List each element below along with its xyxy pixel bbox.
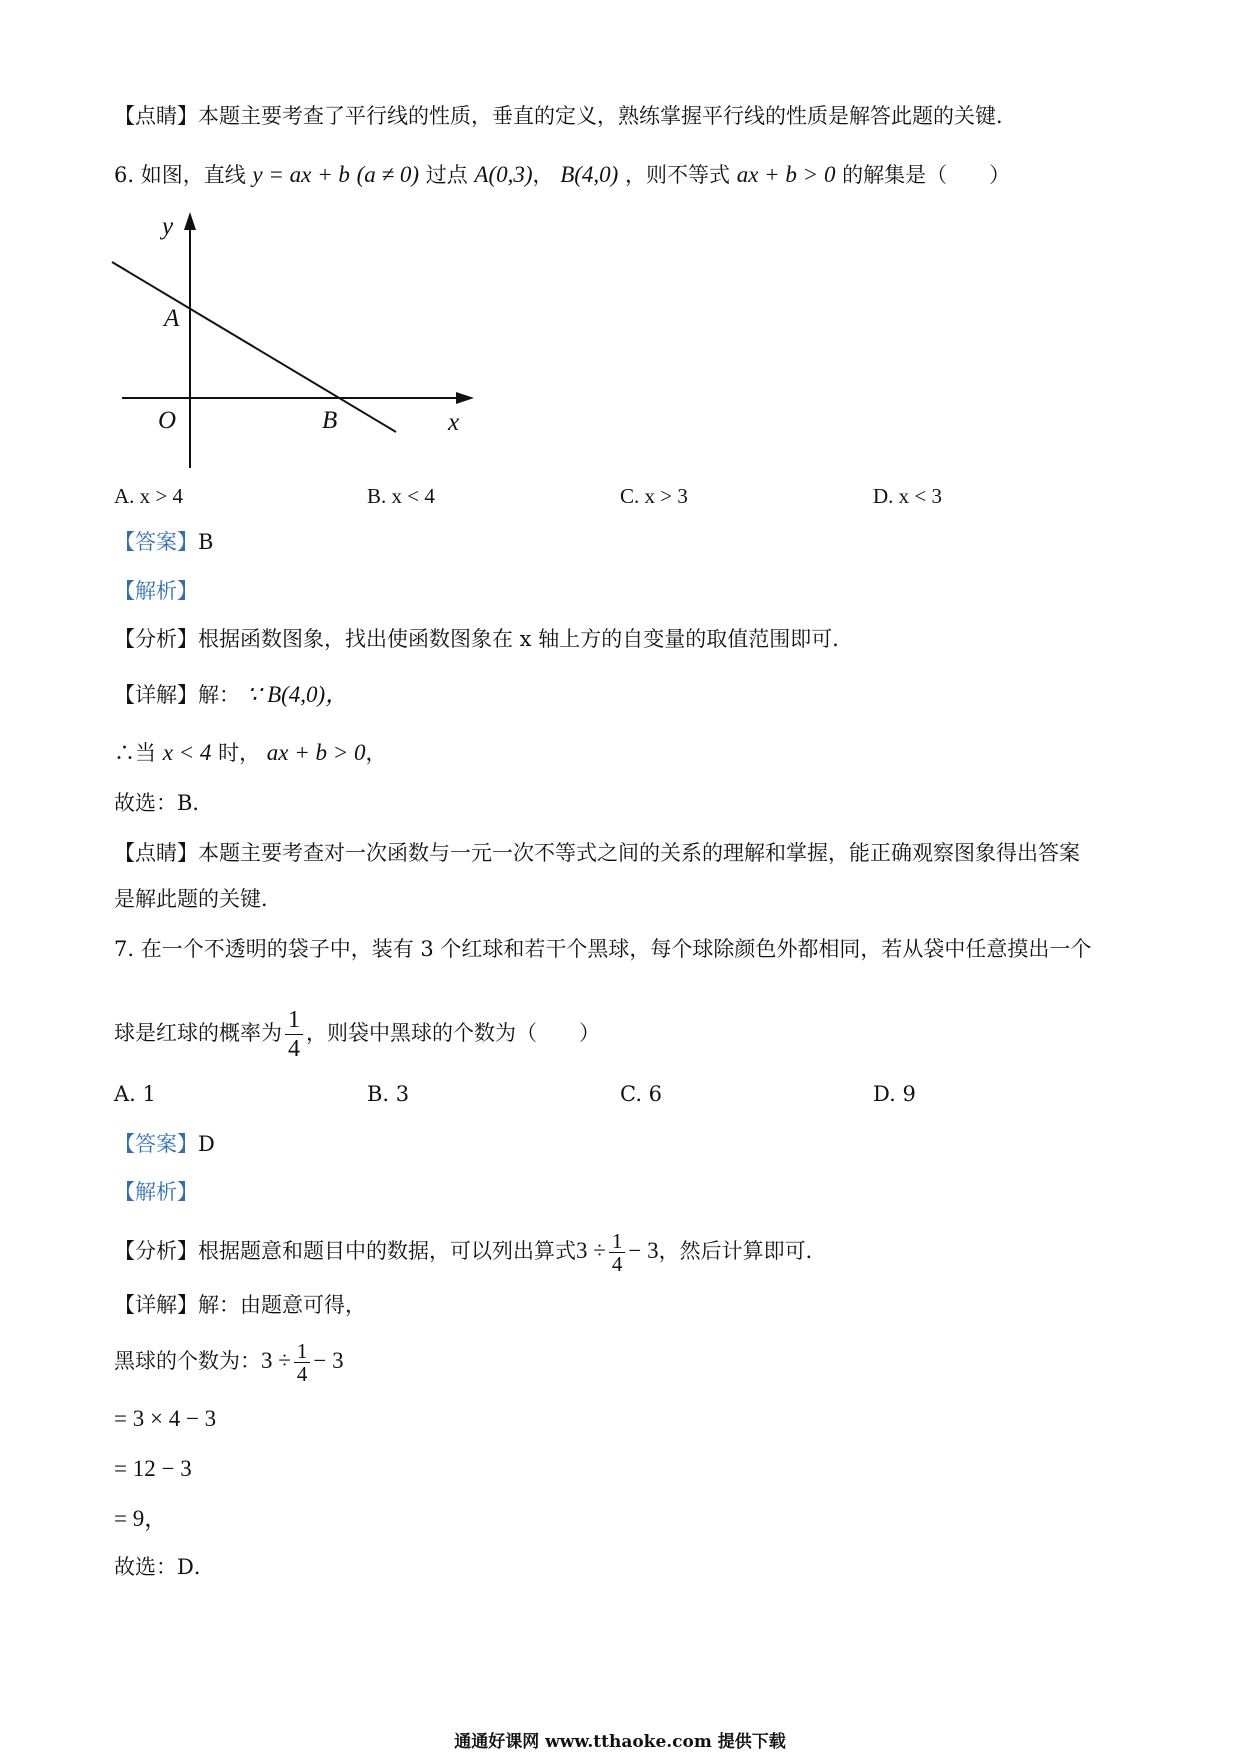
q7-calc-b: − 3 [313, 1348, 344, 1373]
q7-fenxi-fraction [609, 1230, 626, 1275]
q6-dianjing-1: 【点睛】本题主要考查对一次函数与一元一次不等式之间的关系的理解和掌握，能正确观察图象得出答案 [114, 841, 1080, 865]
q7-fenxi-frac-num: 1 [609, 1230, 626, 1253]
q6-fenxi: 【分析】根据函数图象，找出使函数图象在 x 轴上方的自变量的取值范围即可． [114, 627, 854, 651]
q7-option-d[interactable]: D. 9 [873, 1082, 916, 1106]
q7-option-c[interactable]: C. 6 [620, 1082, 663, 1106]
q6-condition: (a ≠ 0) [356, 162, 420, 187]
q6-option-d[interactable]: D. x < 3 [873, 484, 943, 508]
dianjing-previous: 【点睛】本题主要考查了平行线的性质，垂直的定义，熟练掌握平行线的性质是解答此题的关键． [114, 104, 1017, 128]
q7-step3: = 12 − 3 [114, 1456, 192, 1481]
q6-answer-tag: 【答案】 [114, 530, 198, 554]
q7-fenxi [114, 1223, 827, 1279]
q7-fenxi-prefix: 【分析】根据题意和题目中的数据，可以列出算式 [114, 1239, 576, 1263]
q6-point-b: B(4,0) [560, 162, 619, 187]
q6-suffix: 的解集是（ ） [842, 163, 1011, 187]
q6-function: y = ax + b [252, 162, 350, 187]
q6-xiangjie-tag: 【详解】解： [114, 683, 240, 707]
q7-fenxi-expr-b: − 3 [628, 1238, 659, 1263]
q7-calc-a: 3 ÷ [261, 1348, 291, 1373]
q7-line2-suffix: ，则袋中黑球的个数为（ ） [306, 1021, 600, 1045]
q6-guxuan: 故选：B． [114, 791, 214, 815]
q7-fraction-num: 1 [285, 1006, 303, 1035]
q7-answer-tag: 【答案】 [114, 1132, 198, 1156]
q7-calc-frac-den: 4 [296, 1362, 308, 1386]
question-7-line1: 7. 在一个不透明的袋子中，装有 3 个红球和若干个黑球，每个球除颜色外都相同，若从袋中任意摸出一个 [114, 937, 1092, 961]
q6-step1-mid: 时， [218, 741, 261, 765]
question-7-line2 [114, 1003, 600, 1063]
q6-xiangjie-math: ∵ B(4,0)， [246, 682, 349, 707]
label-b: B [322, 407, 338, 434]
q6-mid: 过点 [425, 163, 468, 187]
page-footer: 通通好课网 www.tthaoke.com 提供下载 [454, 1732, 786, 1752]
q7-answer-value: D [198, 1132, 215, 1156]
label-o: O [158, 407, 177, 434]
x-axis-arrow [456, 392, 474, 404]
q7-line2-prefix: 球是红球的概率为 [114, 1021, 282, 1045]
graph-line [112, 262, 396, 432]
q6-figure [100, 210, 480, 480]
q6-step1-prefix: ∴当 [114, 741, 156, 765]
y-axis-arrow [184, 212, 196, 230]
q7-fraction [285, 1006, 303, 1063]
q6-mid2: ，则不等式 [625, 163, 731, 187]
q7-calc-fraction [294, 1340, 311, 1385]
q7-step4: = 9， [114, 1506, 168, 1531]
label-x: x [448, 409, 460, 436]
q6-option-b[interactable]: B. x < 4 [367, 484, 435, 508]
q6-inequality: ax + b > 0 [736, 162, 836, 187]
q7-calc [114, 1333, 344, 1389]
question-6-stem [114, 160, 1010, 190]
q7-option-b[interactable]: B. 3 [367, 1082, 410, 1106]
q7-xiangjie: 【详解】解：由题意可得， [114, 1293, 366, 1317]
q7-fraction-den: 4 [288, 1036, 300, 1062]
q6-comma: ， [532, 163, 554, 187]
q6-option-c[interactable]: C. x > 3 [620, 484, 688, 508]
q7-fenxi-expr-a: 3 ÷ [576, 1238, 606, 1263]
q7-guxuan: 故选：D． [114, 1555, 215, 1579]
q6-step1-suffix: ， [365, 741, 387, 765]
q6-option-a[interactable]: A. x > 4 [114, 484, 184, 508]
q7-fenxi-suffix: ，然后计算即可． [658, 1239, 827, 1263]
q6-step1-ineq: ax + b > 0 [266, 740, 366, 765]
q6-answer-value: B [198, 530, 214, 554]
q6-step1-math: x < 4 [162, 740, 212, 765]
q7-answer [114, 1129, 215, 1159]
q6-point-a: A(0,3) [474, 162, 533, 187]
q6-prefix: 6. 如图，直线 [114, 163, 246, 187]
q6-xiangjie [114, 680, 348, 710]
q7-option-a[interactable]: A. 1 [114, 1082, 156, 1106]
q7-calc-frac-num: 1 [294, 1340, 311, 1363]
q6-step1 [114, 738, 387, 768]
q7-step2: = 3 × 4 − 3 [114, 1406, 217, 1431]
q7-jiexi: 【解析】 [114, 1180, 198, 1204]
q7-fenxi-frac-den: 4 [611, 1252, 623, 1276]
q7-calc-prefix: 黑球的个数为： [114, 1349, 261, 1373]
q6-dianjing-2: 是解此题的关键． [114, 887, 282, 911]
q6-answer [114, 527, 213, 557]
q6-jiexi: 【解析】 [114, 579, 198, 603]
label-a: A [164, 305, 180, 332]
label-y: y [162, 213, 174, 240]
